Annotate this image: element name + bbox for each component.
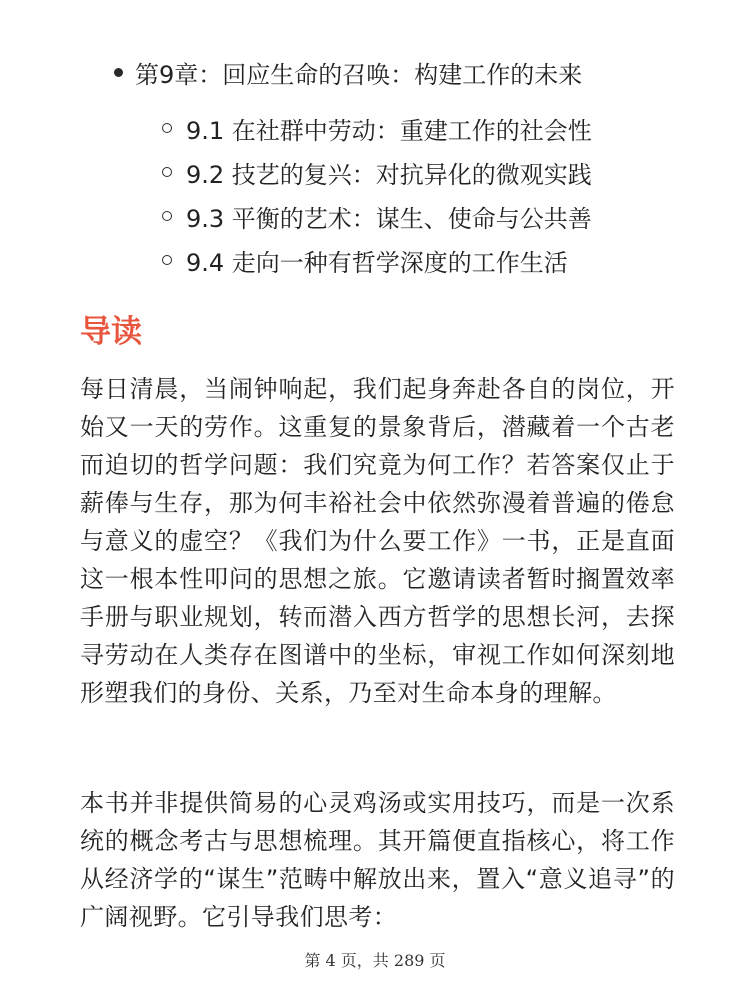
body-paragraph: 本书并非提供简易的心灵鸡汤或实用技巧，而是一次系统的概念考古与思想梳理。其开篇便直指核心，将工作从经济学的“谋生”范畴中解放出来，置入“意义追寻”的广阔视野。它引导我们思考：	[80, 789, 675, 931]
hollow-bullet-icon	[162, 167, 172, 177]
toc-section-label: 9.1 在社群中劳动：重建工作的社会性	[186, 116, 592, 145]
toc-section-label: 9.2 技艺的复兴：对抗异化的微观实践	[186, 160, 592, 189]
hollow-bullet-icon	[162, 255, 172, 265]
toc-section-label: 9.3 平衡的艺术：谋生、使命与公共善	[186, 204, 592, 233]
bullet-icon	[114, 68, 123, 77]
toc-chapter-item	[114, 52, 582, 92]
body-paragraph: 每日清晨，当闹钟响起，我们起身奔赴各自的岗位，开始又一天的劳作。这重复的景象背后，潜藏着一个古老而迫切的哲学问题：我们究竟为何工作？若答案仅止于薪俸与生存，那为何丰裕社会中依然弥漫着普遍的倦怠与意义的虚空？《我们为什么要工作》一书，正是直面这一根本性叩问的思想之旅。它邀请读者暂时搁置效率手册与职业规划，转而潜入西方哲学的思想长河，去探寻劳动在人类存在图谱中的坐标，审视工作如何深刻地形塑我们的身份、关系，乃至对生命本身的理解。	[80, 375, 675, 707]
section-heading: 导读	[80, 314, 142, 350]
toc-section-item	[162, 240, 568, 280]
hollow-bullet-icon	[162, 123, 172, 133]
toc-chapter-label: 第9章：回应生命的召唤：构建工作的未来	[135, 60, 583, 89]
toc-section-label: 9.4 走向一种有哲学深度的工作生活	[186, 248, 568, 277]
toc-section-item	[162, 152, 592, 192]
page-footer: 第 4 页，共 289 页	[304, 951, 446, 970]
hollow-bullet-icon	[162, 211, 172, 221]
toc-section-item	[162, 196, 592, 236]
toc-section-item	[162, 108, 592, 148]
